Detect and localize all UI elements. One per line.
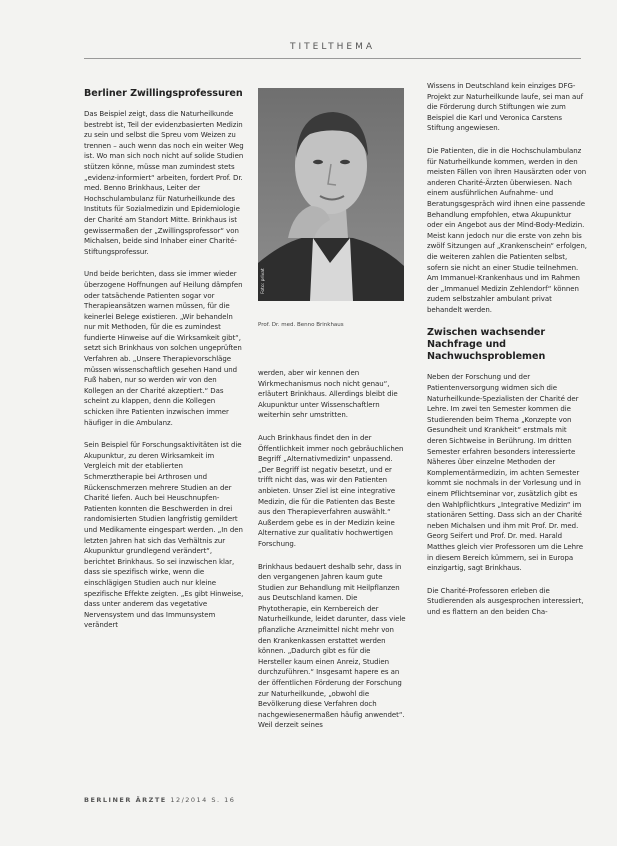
- header-rule: [84, 58, 581, 59]
- paragraph: Das Beispiel zeigt, dass die Naturheilkunde bestrebt ist, Teil der evidenzbasierten Medizin zu sein und selbst die Spreu vom Weizen zu trennen – auch wenn das noch ein weiter Weg ist. Wo man sich noch nicht auf solide Studien stützen könne, müsse man zumindest stets „evidenz-informiert“ arbeiten, fordert Prof. Dr. med. Benno Brinkhaus, Leiter der Hochschulambulanz für Naturheilkunde des Instituts für Sozialmedizin und Epidemiologie der Charité am Standort Mitte. Brinkhaus ist gewissermaßen der „Zwillingsprofessor“ von Michalsen, beide sind Inhaber einer Charité-Stiftungsprofessur.: [84, 110, 244, 256]
- column-right: [427, 81, 587, 630]
- section-heading-nachfrage: Zwischen wachsender Nachfrage und Nachwuchsproblemen: [427, 327, 546, 363]
- paragraph: Auch Brinkhaus findet den in der Öffentlichkeit immer noch gebräuchlichen Begriff „Alternativmedizin“ unpassend. „Der Begriff ist negativ besetzt, und er trifft nicht das, was wir den Patienten anbieten. Unser Ziel ist eine integrative Medizin, die für die Patienten das Beste aus den Therapieverfahren auswählt.“ Außerdem gebe es in der Medizin keine Alternative zur qualitativ hochwertigen Forschung.: [258, 433, 404, 548]
- column-middle: [258, 368, 406, 743]
- publication-name: BERLINER ÄRZTE: [84, 796, 167, 804]
- paragraph: Neben der Forschung und der Patientenversorgung widmen sich die Naturheilkunde-Spezialisten der Charité der Lehre. Im zwei ten Semester kommen die Studierenden beim Thema „Konzepte von Gesundheit und Krankheit“ erstmals mit deren Sichtweise in Berührung. Im dritten Semester erfahren besonders interessierte Näheres über einzelne Methoden der Komplementärmedizin, im achten Semester kommt sie nochmals in der Vorlesung und in einem Pflichtseminar vor, zusätzlich gibt es den Wahlpflichtkurs „Integrative Medizin“ im stationären Setting. Dass sich an der Charité neben Michalsen und ihm mit Prof. Dr. med. Georg Seifert und Prof. Dr. med. Harald Matthes gleich vier Professoren um die Lehre in diesem Bereich kümmern, sei in Europa einzigartig, sagt Brinkhaus.: [427, 373, 583, 573]
- photo-credit: Foto: privat: [261, 268, 266, 294]
- section-heading-zwillingsprofessuren: Berliner Zwillingsprofessuren: [84, 88, 243, 99]
- paragraph: werden, aber wir kennen den Wirkmechanismus noch nicht genau“, erläutert Brinkhaus. Allerdings bleibt die Akupunktur unter Wissenschaftlern weiterhin sehr umstritten.: [258, 369, 398, 420]
- paragraph: Die Charité-Professoren erleben die Studierenden als ausgesprochen interessiert, und es flattern an den beiden Cha-: [427, 586, 584, 616]
- paragraph: Brinkhaus bedauert deshalb sehr, dass in den vergangenen Jahren kaum gute Studien zur Behandlung mit Heilpflanzen aus Deutschland kamen. Die Phytotherapie, ein Kernbereich der Naturheilkunde, leidet darunter, dass viele pflanzliche Arzneimittel nicht mehr von den Krankenkassen erstattet werden können. „Dadurch gibt es für die Hersteller kaum einen Anreiz, Studien durchzuführen.“ Insgesamt hapere es an der öffentlichen Förderung der Forschung zur Naturheilkunde, „obwohl die Bevölkerung diese Verfahren doch nachgewiesenermaßen häufig anwendet“. Weil derzeit seines: [258, 562, 406, 730]
- paragraph: Die Patienten, die in die Hochschulambulanz für Naturheilkunde kommen, werden in den meisten Fällen von ihren Hausärzten oder von anderen Charité-Ärzten überwiesen. Nach einem ausführlichen Aufnahme- und Beratungsgespräch wird ihnen eine passende Behandlung empfohlen, etwa Akupunktur oder ein Angebot aus der Mind-Body-Medizin. Meist kann jedoch nur die erste von zehn bis zwölf Sitzungen auf „Krankenschein“ erfolgen, die weiteren zahlen die Patienten selbst, sofern sie nicht an einer Studie teilnehmen. Am Immanuel-Krankenhaus und im Rahmen der „Immanuel Medizin Zehlendorf“ können zudem selbstzahler ambulant privat behandelt werden.: [427, 146, 587, 314]
- column-left: [84, 88, 244, 643]
- paragraph: Und beide berichten, dass sie immer wieder überzogene Hoffnungen auf Heilung dämpfen oder tatsächende Patienten sogar vor Therapieansätzen warnen müssen, für die keinerlei Belege existieren. „Wir behandeln nur mit Methoden, für die es zumindest fundierte Hinweise auf die Wirksamkeit gibt“, setzt sich Brinkhaus von solchen ungeprüften Verfahren ab. „Unsere Therapievorschläge müssen wissenschaftlich gesehen Hand und Fuß haben, nur so werden wir von den Kollegen an der Charité akzeptiert.“ Das scheint zu klappen, denn die Kollegen schicken ihre Patienten inzwischen immer häufiger in die Ambulanz.: [84, 270, 243, 427]
- issue-info: 12/2014 S. 16: [170, 796, 236, 804]
- paragraph: Wissens in Deutschland kein einziges DFG-Projekt zur Naturheilkunde laufe, sei man auf die Förderung durch Stiftungen wie zum Beispiel die Karl und Veronica Carstens Stiftung angewiesen.: [427, 82, 584, 133]
- photo-caption: Prof. Dr. med. Benno Brinkhaus: [258, 322, 344, 328]
- portrait-photo: [258, 88, 404, 301]
- page-footer: [84, 796, 235, 804]
- paragraph: Sein Beispiel für Forschungsaktivitäten ist die Akupunktur, zu deren Wirksamkeit im Vergleich mit der etablierten Schmerztherapie bei Arthrosen und Rückenschmerzen mehrere Studien an der Charité liefen. Auch bei Heuschnupfen-Patienten konnten die Beschwerden in drei randomisierten Studien langfristig gemildert und Medikamente eingespart werden. „In den letzten Jahren hat sich das Verhältnis zur Akupunktur grundlegend verändert“, berichtet Brinkhaus. So sei inzwischen klar, dass sie spezifisch wirke, wenn die einschlägigen Studien auch nur kleine spezifische Effekte zeigten. „Es gibt Hinweise, dass unter anderem das vegetative Nervensystem und das Immunsystem verändert: [84, 441, 244, 630]
- section-header: TITELTHEMA: [290, 42, 375, 52]
- portrait-image: [258, 88, 404, 301]
